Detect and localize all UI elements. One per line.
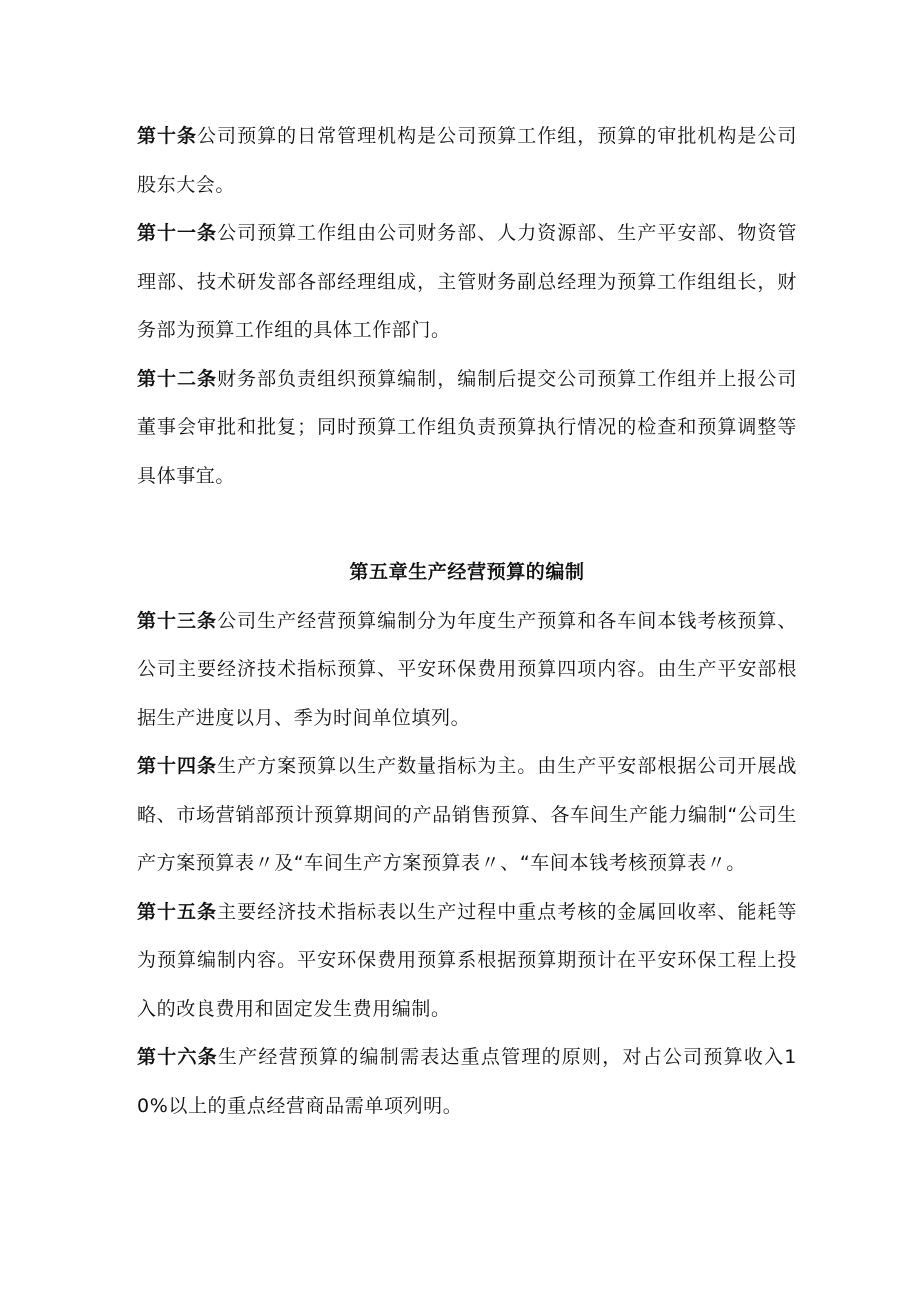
article-12 <box>137 355 797 501</box>
article-number: 第十三条 <box>137 609 218 632</box>
article-13 <box>137 597 797 743</box>
article-11 <box>137 209 797 355</box>
article-number: 第十条 <box>137 125 198 147</box>
article-text: 公司生产经营预算编制分为年度生产预算和各车间本钱考核预算、公司主要经济技术指标预算、平安环保费用预算四项内容。由生产平安部根据生产进度以月、季为时间单位填列。 <box>137 609 798 729</box>
document-page <box>137 112 797 1130</box>
article-text: 生产方案预算以生产数量指标为主。由生产平安部根据公司开展战略、市场营销部预计预算期间的产品销售预算、各车间生产能力编制“公司生产方案预算表〃及“车间生产方案预算表〃、“车间本钱考核预算表〃。 <box>137 755 798 874</box>
article-number: 第十二条 <box>137 367 218 390</box>
article-10 <box>137 112 797 209</box>
article-text: 财务部负责组织预算编制，编制后提交公司预算工作组并上报公司董事会审批和批复；同时预算工作组负责预算执行情况的检查和预算调整等具体事宜。 <box>137 367 798 487</box>
article-text: 公司预算工作组由公司财务部、人力资源部、生产平安部、物资管理部、技术研发部各部经理组成，主管财务副总经理为预算工作组组长，财务部为预算工作组的具体工作部门。 <box>137 222 798 341</box>
chapter-title: 第五章生产经营预算的编制 <box>349 561 585 583</box>
section-spacer <box>137 500 797 548</box>
article-text: 主要经济技术指标表以生产过程中重点考核的金属回收率、能耗等为预算编制内容。平安环保费用预算系根据预算期预计在平安环保工程上投入的改良费用和固定发生费用编制。 <box>137 900 798 1020</box>
article-16 <box>137 1033 797 1130</box>
article-number: 第十一条 <box>137 222 218 244</box>
article-number: 第十五条 <box>137 900 218 923</box>
article-text: 公司预算的日常管理机构是公司预算工作组，预算的审批机构是公司股东大会。 <box>137 125 797 196</box>
article-number: 第十四条 <box>137 755 218 777</box>
article-text: 生产经营预算的编制需表达重点管理的原则，对占公司预算收入10%以上的重点经营商品需单项列明。 <box>137 1046 797 1117</box>
article-number: 第十六条 <box>137 1046 218 1068</box>
article-15 <box>137 888 797 1034</box>
article-14 <box>137 742 797 888</box>
